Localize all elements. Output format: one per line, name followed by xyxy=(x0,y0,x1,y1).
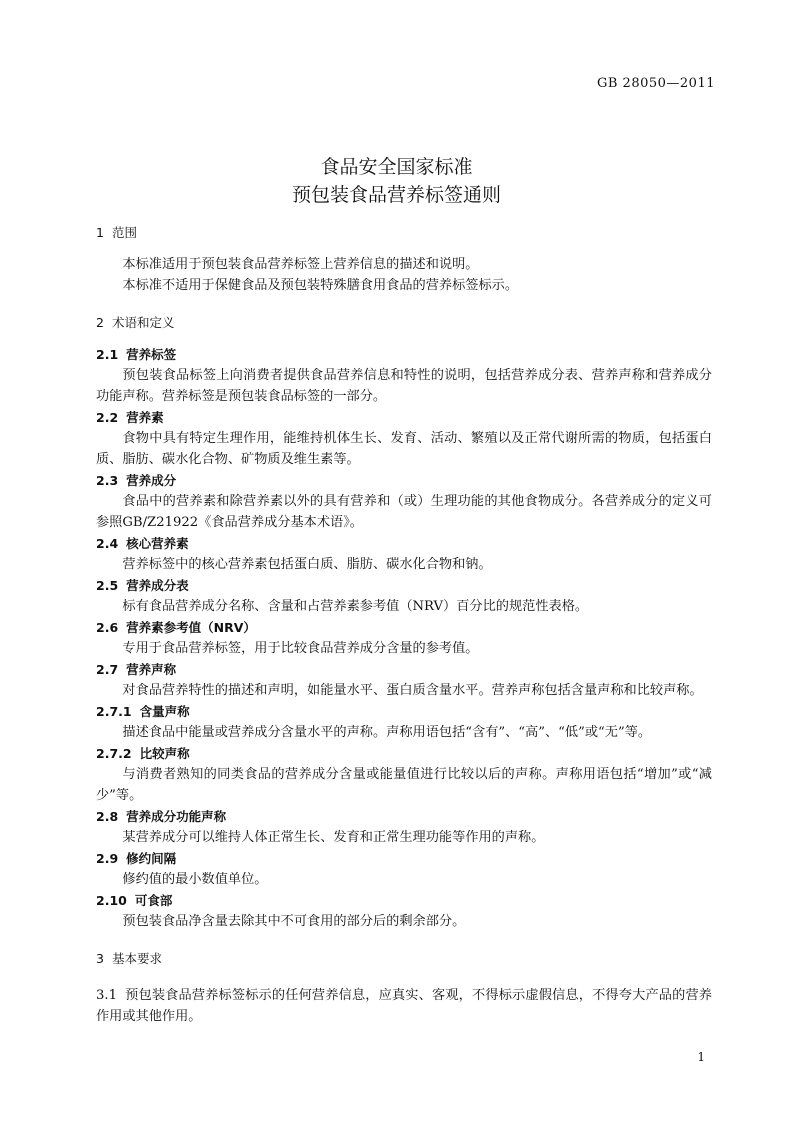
term-heading: 2.7.2 比较声称 xyxy=(96,746,190,761)
term-definition: 描述食品中能量或营养成分含量水平的声称。声称用语包括“含有”、“高”、“低”或“无”等。 xyxy=(122,725,652,740)
section-title: 术语和定义 xyxy=(111,315,175,330)
paragraph: 本标准适用于预包装食品营养标签上营养信息的描述和说明。 xyxy=(122,257,479,272)
standard-code: GB 28050—2011 xyxy=(596,76,715,91)
term-definition: 营养标签中的核心营养素包括蛋白质、脂肪、碳水化合物和钠。 xyxy=(122,557,492,572)
paragraph: 本标准不适用于保健食品及预包装特殊膳食用食品的营养标签标示。 xyxy=(122,278,519,293)
term-heading: 2.2 营养素 xyxy=(96,410,164,425)
term-heading: 2.5 营养成分表 xyxy=(96,578,189,593)
term-heading: 2.7 营养声称 xyxy=(96,662,177,677)
term-definition: 修约值的最小数值单位。 xyxy=(122,872,268,887)
term-definition: 预包装食品标签上向消费者提供食品营养信息和特性的说明，包括营养成分表、营养声称和营养成分功能声称。营养标签是预包装食品标签的一部分。 xyxy=(96,368,712,404)
term-definition: 对食品营养特性的描述和声明，如能量水平、蛋白质含量水平。营养声称包括含量声称和比较声称。 xyxy=(122,683,703,698)
term-definition: 专用于食品营养标签，用于比较食品营养成分含量的参考值。 xyxy=(122,641,479,656)
term-definition: 食品中的营养素和除营养素以外的具有营养和（或）生理功能的其他食物成分。各营养成分的定义可参照GB/Z21922《食品营养成分基本术语》。 xyxy=(96,494,712,530)
term-definition: 食物中具有特定生理作用，能维持机体生长、发育、活动、繁殖以及正常代谢所需的物质，包括蛋白质、脂肪、碳水化合物、矿物质及维生素等。 xyxy=(96,431,712,467)
section-title: 基本要求 xyxy=(111,951,162,966)
term-heading: 2.4 核心营养素 xyxy=(96,536,189,551)
section-number: 3 xyxy=(96,951,104,966)
section-number: 2 xyxy=(96,315,104,330)
document-body xyxy=(96,222,712,1027)
term-heading: 2.10 可食部 xyxy=(96,893,173,908)
term-definition: 某营养成分可以维持人体正常生长、发育和正常生理功能等作用的声称。 xyxy=(122,830,545,845)
clause-number: 3.1 xyxy=(96,988,117,1003)
term-definition: 与消费者熟知的同类食品的营养成分含量或能量值进行比较以后的声称。声称用语包括“增加”或“减少”等。 xyxy=(96,767,712,803)
section-heading-scope xyxy=(96,222,712,243)
term-heading: 2.8 营养成分功能声称 xyxy=(96,809,227,824)
term-definition: 预包装食品净含量去除其中不可食用的部分后的剩余部分。 xyxy=(122,914,466,929)
term-heading: 2.9 修约间隔 xyxy=(96,851,177,866)
section-number: 1 xyxy=(96,225,104,240)
page-number: 1 xyxy=(697,1050,705,1064)
section-title: 范围 xyxy=(111,225,137,240)
section-heading-terms xyxy=(96,312,712,333)
term-definition: 标有食品营养成分名称、含量和占营养素参考值（NRV）百分比的规范性表格。 xyxy=(122,599,589,614)
clause-text: 预包装食品营养标签标示的任何营养信息，应真实、客观，不得标示虚假信息，不得夸大产品的营养作用或其他作用。 xyxy=(96,988,712,1024)
section-heading-requirements xyxy=(96,948,712,969)
term-heading: 2.3 营养成分 xyxy=(96,473,177,488)
requirement-paragraph xyxy=(96,985,712,1027)
doc-title-line1: 食品安全国家标准 xyxy=(320,156,473,178)
doc-title-line2: 预包装食品营养标签通则 xyxy=(291,184,501,206)
term-heading: 2.6 营养素参考值（NRV） xyxy=(96,620,256,635)
term-heading: 2.1 营养标签 xyxy=(96,347,177,362)
term-heading: 2.7.1 含量声称 xyxy=(96,704,190,719)
